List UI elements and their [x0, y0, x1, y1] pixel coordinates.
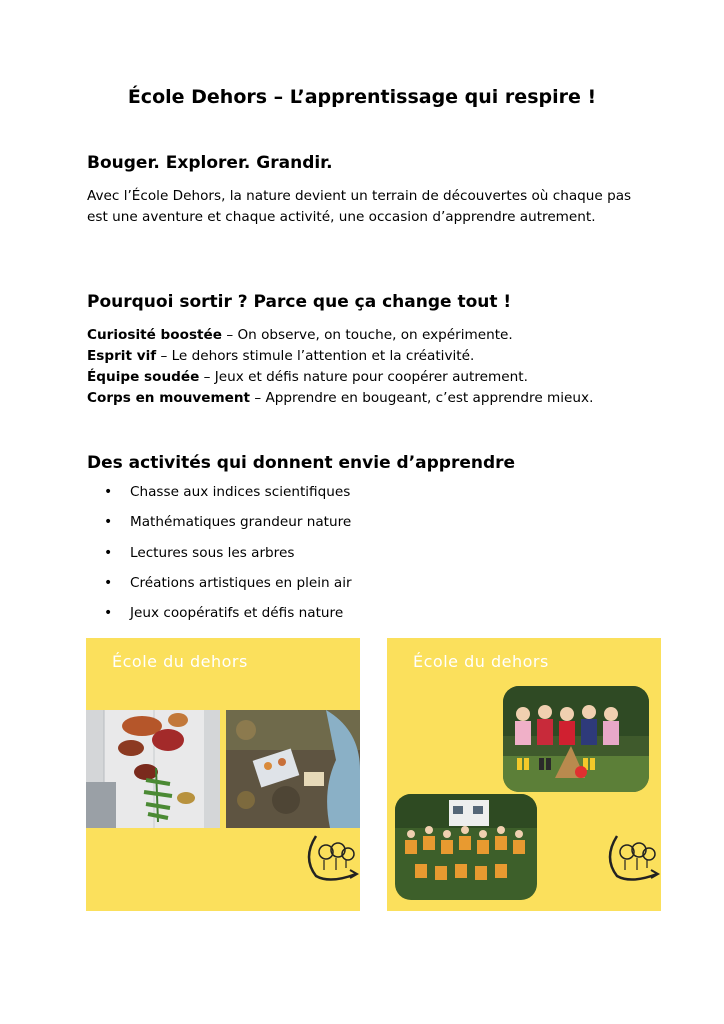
benefit-term: Esprit vif — [87, 348, 157, 364]
list-item: • Mathématiques grandeur nature — [104, 514, 352, 544]
section-heading-bouger: Bouger. Explorer. Grandir. — [87, 153, 333, 173]
activities-list — [104, 484, 352, 635]
forest-floor-photo — [226, 710, 360, 828]
section-heading-activites: Des activités qui donnent envie d’apprendre — [87, 453, 516, 473]
section-heading-pourquoi: Pourquoi sortir ? Parce que ça change tout ! — [87, 292, 512, 312]
card-title: École du dehors — [112, 652, 248, 671]
benefit-item — [87, 388, 593, 409]
benefits-list — [87, 325, 593, 409]
benefit-item — [87, 325, 593, 346]
card-title: École du dehors — [413, 652, 549, 671]
leaves-photo — [86, 710, 220, 828]
benefit-item — [87, 346, 593, 367]
benefit-term: Corps en mouvement — [87, 390, 251, 406]
group-photo — [395, 794, 537, 900]
school-logo-icon — [601, 830, 661, 886]
list-item: • Créations artistiques en plein air — [104, 575, 352, 605]
benefit-desc: – Le dehors stimule l’attention et la créativité. — [156, 348, 475, 364]
list-item: • Lectures sous les arbres — [104, 545, 352, 575]
photo-card-leaves — [86, 638, 360, 911]
benefit-term: Curiosité boostée — [87, 327, 222, 343]
school-logo-icon — [300, 830, 360, 886]
benefit-term: Équipe soudée — [87, 369, 200, 385]
list-item: • Jeux coopératifs et défis nature — [104, 605, 352, 635]
photo-card-children — [387, 638, 661, 911]
page-title: École Dehors – L’apprentissage qui respire ! — [127, 86, 597, 108]
children-campfire-photo — [503, 686, 649, 792]
list-item: • Chasse aux indices scientifiques — [104, 484, 352, 514]
benefit-desc: – On observe, on touche, on expérimente. — [222, 327, 513, 343]
benefit-item — [87, 367, 593, 388]
benefit-desc: – Jeux et défis nature pour coopérer autrement. — [199, 369, 528, 385]
intro-paragraph: Avec l’École Dehors, la nature devient un terrain de découvertes où chaque pas est une aventure et chaque activité, une occasion d’apprendre autrement. — [87, 188, 632, 225]
benefit-desc: – Apprendre en bougeant, c’est apprendre mieux. — [250, 390, 594, 406]
